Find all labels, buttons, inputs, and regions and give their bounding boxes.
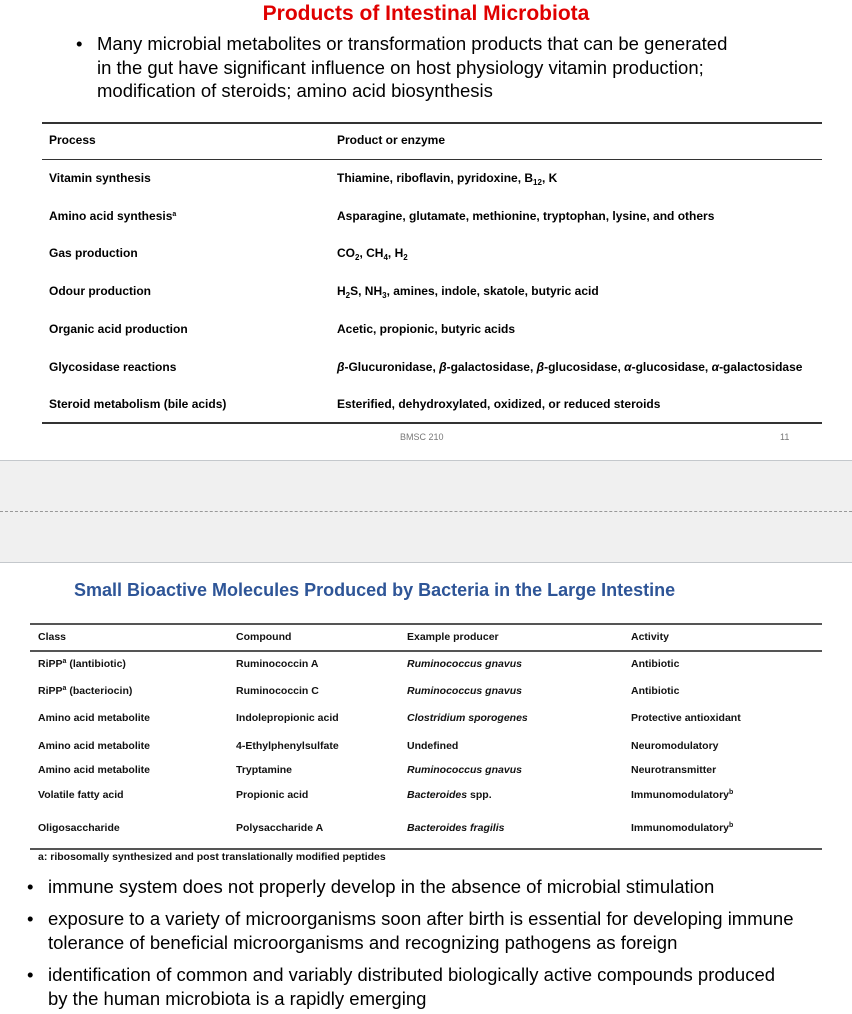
- class-cell: [38, 685, 132, 697]
- product-text: -galactosidase,: [446, 359, 537, 374]
- class-text: (lantibiotic): [66, 658, 126, 670]
- product-cell: [337, 246, 408, 262]
- product-text: -galactosidase: [719, 359, 803, 374]
- header-compound: Compound: [236, 631, 292, 643]
- process-text: Glycosidase reactions: [49, 359, 177, 374]
- activity-cell: [631, 740, 719, 752]
- class-text: Volatile fatty acid: [38, 789, 124, 801]
- activity-text: Antibiotic: [631, 658, 680, 670]
- activity-cell: [631, 685, 679, 697]
- header-class: Class: [38, 631, 67, 643]
- product-text: β: [536, 359, 545, 374]
- bullet-line: by the human microbiota is a rapidly emerging: [48, 987, 427, 1009]
- header-process: Process: [49, 133, 96, 147]
- intro-bullet: [76, 32, 728, 103]
- product-text: Acetic, propionic, butyric acids: [337, 321, 516, 336]
- table-rule: [42, 159, 822, 160]
- activity-cell: [631, 764, 716, 776]
- product-text: β: [439, 359, 447, 374]
- product-text: 3: [382, 291, 387, 301]
- compound-cell: Ruminococcin C: [236, 685, 319, 697]
- class-cell: [38, 658, 126, 670]
- class-text: Amino acid metabolite: [38, 712, 151, 724]
- compound-cell: Indolepropionic acid: [236, 712, 339, 724]
- producer-name: Bacteroides: [407, 789, 468, 801]
- footnote-marker: a: [172, 210, 177, 218]
- process-text: Vitamin synthesis: [49, 171, 151, 185]
- product-text: , CH: [359, 246, 384, 261]
- bullet-line: immune system does not properly develop in the absence of microbial stimulation: [48, 876, 715, 897]
- producer-cell: [407, 658, 522, 670]
- slide-title-2: Small Bioactive Molecules Produced by Bacteria in the Large Intestine: [74, 580, 676, 600]
- product-text: 2: [345, 291, 351, 301]
- product-text: -glucosidase,: [544, 359, 625, 374]
- class-text: Amino acid metabolite: [38, 764, 151, 776]
- producer-name: Clostridium sporogenes: [407, 712, 528, 724]
- bullet-dot: •: [27, 876, 34, 897]
- process-text: Gas production: [49, 246, 138, 261]
- class-text: RiPP: [38, 685, 63, 697]
- bullet-line: in the gut have significant influence on host physiology vitamin production;: [97, 56, 704, 78]
- page-break-divider: [0, 511, 852, 512]
- process-text: Odour production: [49, 284, 151, 299]
- product-cell: [337, 322, 515, 336]
- bullet-line: tolerance of beneficial microorganisms and recognizing pathogens as foreign: [48, 931, 678, 953]
- product-text: , amines, indole, skatole, butyric acid: [386, 284, 599, 299]
- activity-text: Immunomodulatory: [631, 822, 730, 834]
- class-cell: [38, 822, 120, 834]
- compound-cell: Tryptamine: [236, 764, 293, 776]
- product-cell: [337, 360, 802, 374]
- class-cell: [38, 740, 150, 752]
- process-cell: [49, 171, 151, 185]
- product-text: 2: [355, 253, 360, 263]
- bullet-line: identification of common and variably distributed biologically active compounds produced: [48, 964, 776, 985]
- process-cell: [49, 360, 176, 374]
- table-rule: [42, 122, 822, 124]
- activity-text: Neurotransmitter: [631, 764, 717, 776]
- product-text: 12: [533, 178, 542, 187]
- producer-name: Bacteroides fragilis: [407, 822, 505, 834]
- bullet-dot: •: [76, 33, 83, 54]
- class-text: Amino acid metabolite: [38, 740, 151, 752]
- product-text: S, NH: [350, 284, 383, 299]
- class-cell: [38, 764, 150, 776]
- product-text: -Glucuronidase,: [344, 359, 440, 374]
- producer-name: Ruminococcus gnavus: [407, 685, 522, 697]
- product-cell: [337, 171, 557, 187]
- table-rule: [42, 422, 822, 424]
- process-cell: [49, 284, 151, 298]
- bullet-item: [27, 963, 776, 1010]
- activity-cell: [631, 789, 733, 801]
- slide-title: Products of Intestinal Microbiota: [262, 2, 590, 25]
- product-text: β: [337, 359, 345, 374]
- producer-name: Ruminococcus gnavus: [407, 658, 522, 670]
- class-text: RiPP: [38, 658, 63, 670]
- producer-cell: [407, 740, 458, 752]
- product-text: , H: [387, 246, 404, 261]
- bullet-dot: •: [27, 964, 34, 985]
- process-cell: [49, 246, 138, 260]
- product-text: Asparagine, glutamate, methionine, tryptophan, lysine, and others: [337, 208, 715, 223]
- footnote-marker: a: [62, 658, 67, 665]
- product-cell: [337, 284, 599, 300]
- product-text: -glucosidase,: [631, 359, 712, 374]
- class-cell: [38, 789, 124, 801]
- producer-name: Ruminococcus gnavus: [407, 764, 522, 776]
- bullet-line: modification of steroids; amino acid biosynthesis: [97, 80, 493, 101]
- product-text: Esterified, dehydroxylated, oxidized, or reduced steroids: [337, 397, 661, 412]
- product-text: α: [624, 359, 632, 374]
- producer-cell: [407, 822, 504, 834]
- activity-cell: [631, 822, 733, 834]
- producer-cell: [407, 685, 522, 697]
- product-cell: [337, 397, 660, 411]
- footnote-marker: b: [729, 822, 734, 829]
- bullet-item: [27, 875, 715, 899]
- product-text: α: [711, 359, 720, 374]
- bullet-item: [27, 907, 794, 954]
- producer-text: spp.: [467, 789, 492, 801]
- process-text: Amino acid synthesis: [49, 208, 173, 223]
- producer-cell: [407, 712, 528, 724]
- table-rule: [30, 623, 822, 625]
- table-rule: [30, 650, 822, 652]
- bullet-dot: •: [27, 908, 34, 929]
- activity-text: Neuromodulatory: [631, 740, 719, 752]
- footnote-marker: b: [729, 789, 734, 796]
- product-text: Thiamine, riboflavin, pyridoxine, B: [337, 171, 534, 185]
- activity-text: Antibiotic: [631, 685, 680, 697]
- producer-cell: [407, 789, 492, 801]
- bullet-line: Many microbial metabolites or transformation products that can be generated: [97, 33, 728, 54]
- activity-cell: [631, 658, 679, 670]
- activity-text: Protective antioxidant: [631, 712, 741, 724]
- activity-text: Immunomodulatory: [631, 789, 730, 801]
- process-cell: [49, 322, 188, 336]
- process-cell: [49, 209, 176, 223]
- product-text: 4: [383, 253, 388, 263]
- compound-cell: Propionic acid: [236, 789, 309, 801]
- table-footnote: a: ribosomally synthesized and post translationally modified peptides: [38, 851, 386, 863]
- header-product: Product or enzyme: [337, 133, 446, 147]
- process-text: Organic acid production: [49, 321, 188, 336]
- product-text: , K: [541, 171, 558, 185]
- page-number: 11: [780, 432, 790, 442]
- header-activity: Activity: [631, 631, 669, 643]
- bullet-line: exposure to a variety of microorganisms soon after birth is essential for developing immune: [48, 908, 794, 929]
- table-rule: [30, 848, 822, 850]
- process-cell: [49, 397, 226, 411]
- class-text: Oligosaccharide: [38, 822, 120, 834]
- footnote-marker: a: [62, 685, 67, 692]
- product-text: H: [337, 284, 346, 299]
- process-text: Steroid metabolism (bile acids): [49, 397, 227, 412]
- product-text: 2: [403, 253, 408, 263]
- producer-text: Undefined: [407, 740, 459, 752]
- slide-footer: BMSC 210: [400, 432, 444, 442]
- product-text: CO: [337, 246, 355, 261]
- compound-cell: 4-Ethylphenylsulfate: [236, 740, 339, 752]
- product-cell: [337, 209, 714, 223]
- class-cell: [38, 712, 150, 724]
- header-producer: Example producer: [407, 631, 499, 643]
- class-text: (bacteriocin): [66, 685, 133, 697]
- producer-cell: [407, 764, 522, 776]
- activity-cell: [631, 712, 741, 724]
- compound-cell: Ruminococcin A: [236, 658, 319, 670]
- compound-cell: Polysaccharide A: [236, 822, 324, 834]
